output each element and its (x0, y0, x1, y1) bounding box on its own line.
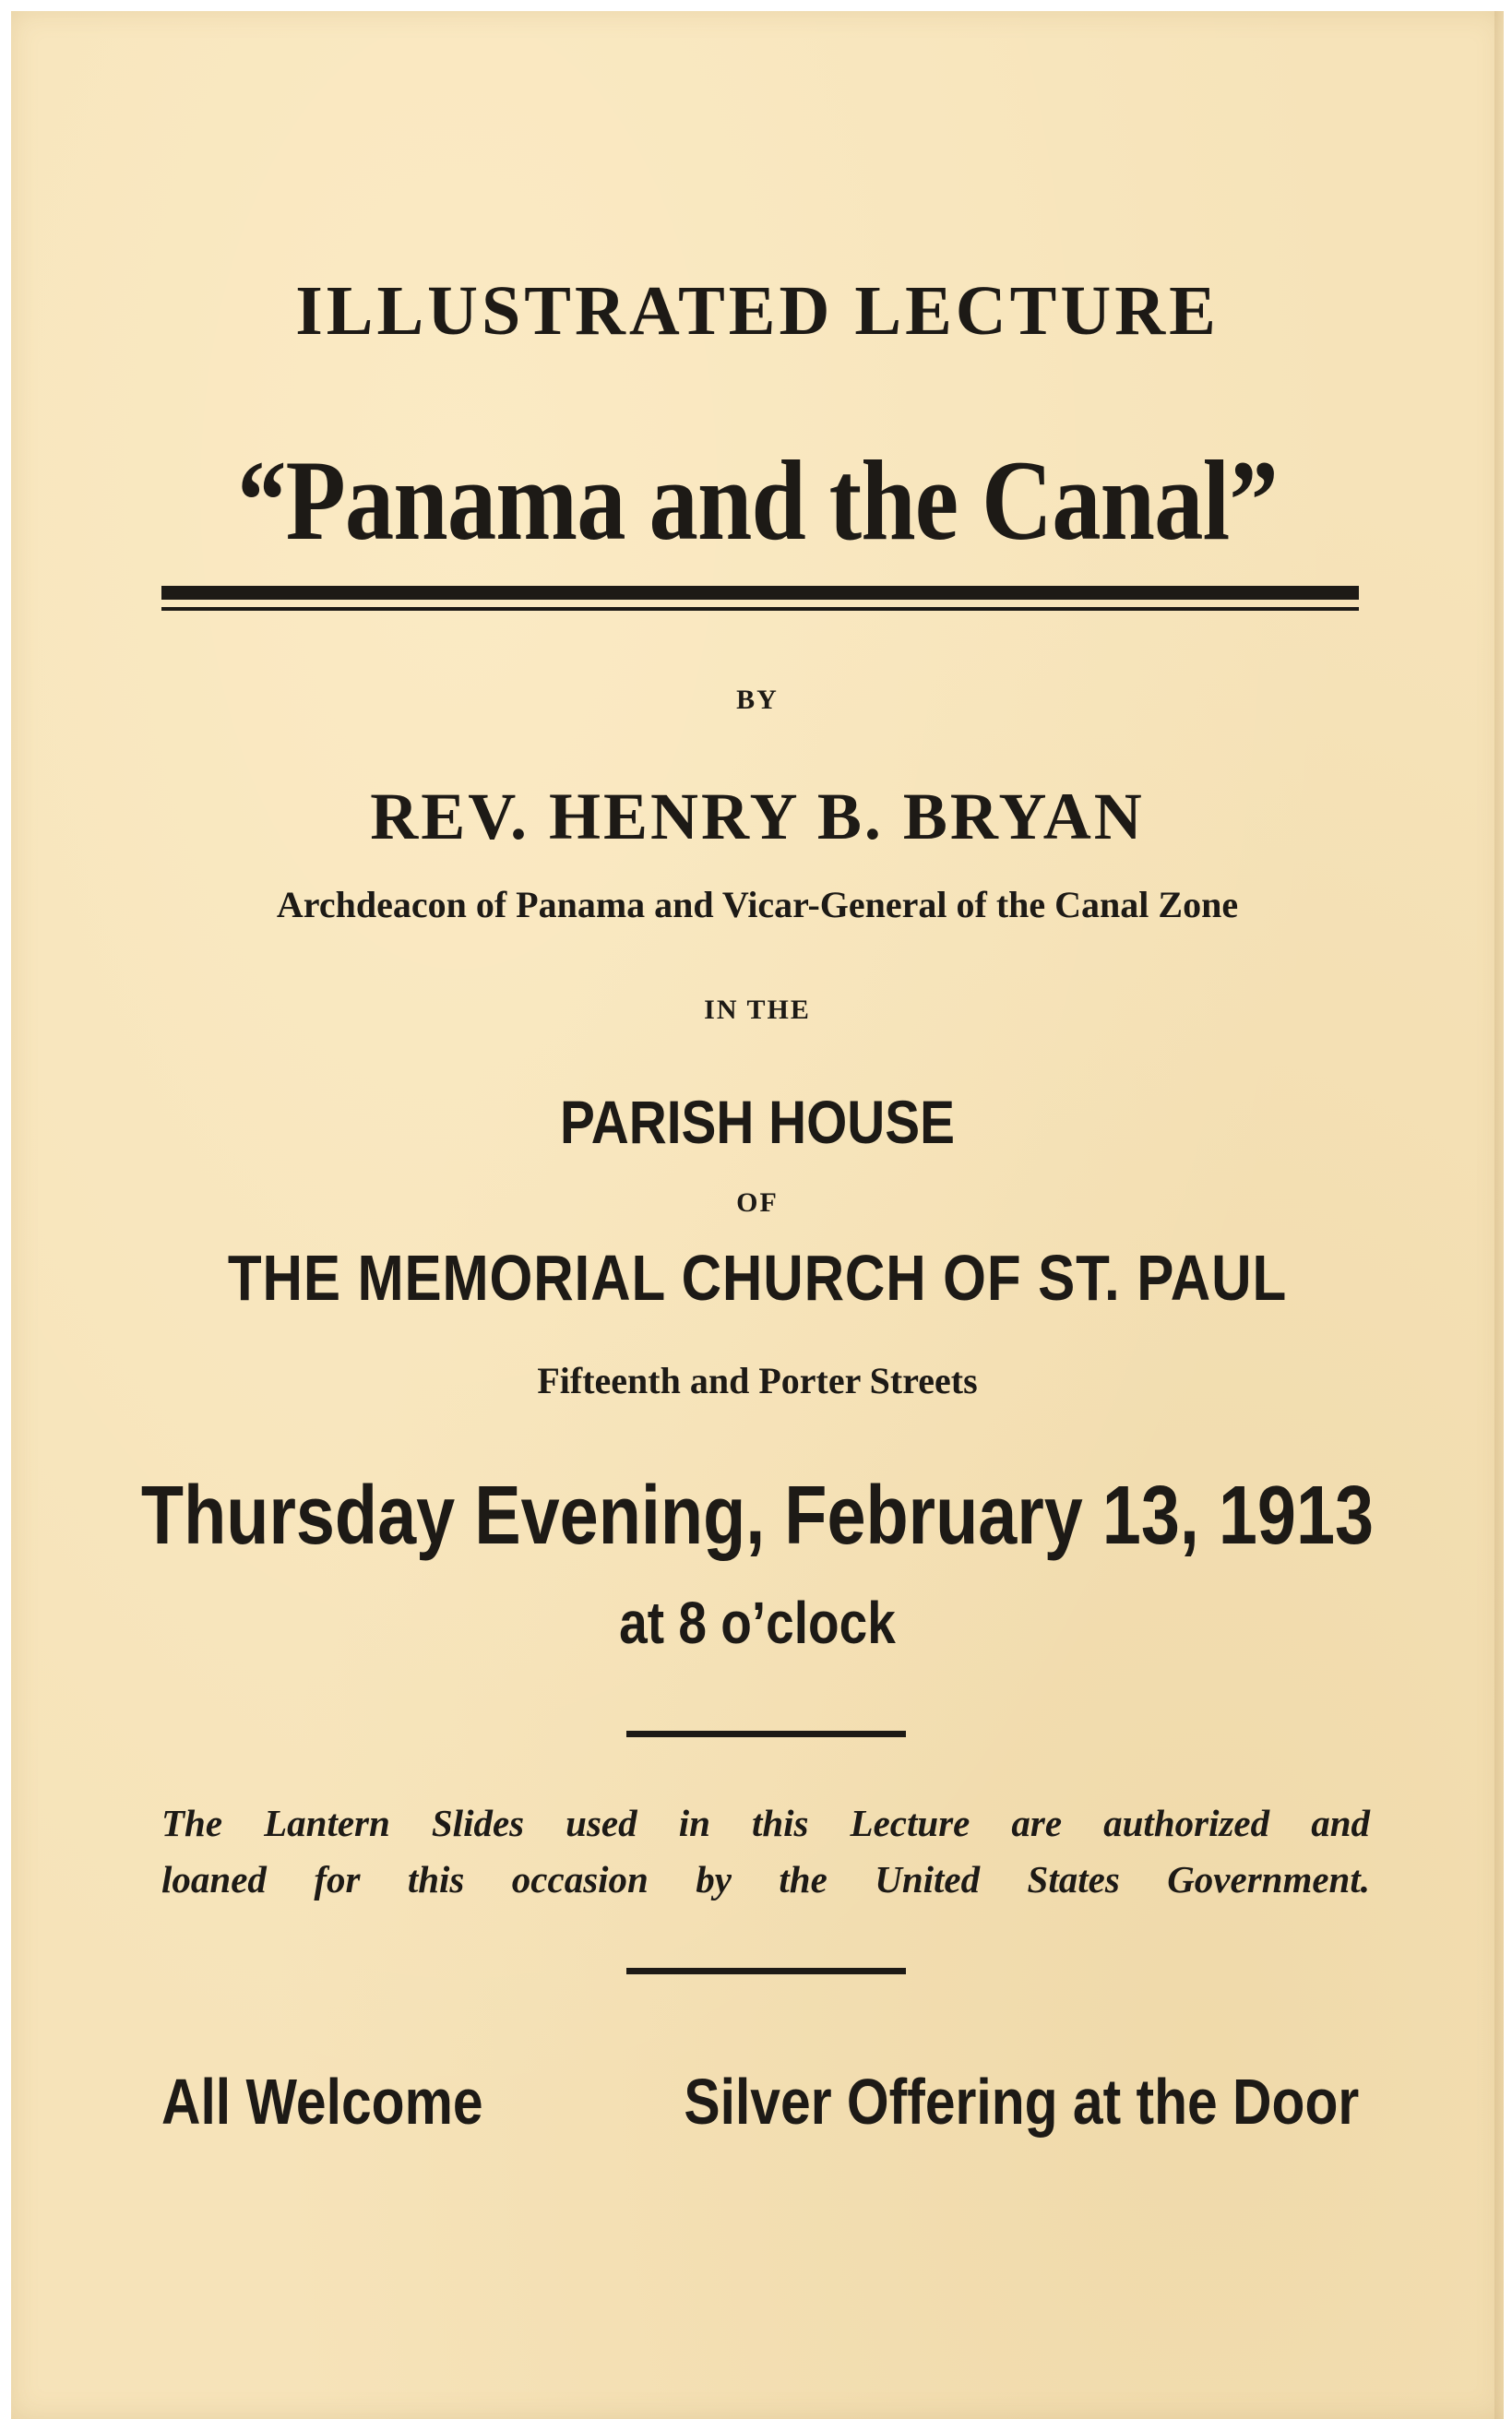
footer-offering: Silver Offering at the Door (684, 2066, 1359, 2138)
event-date: Thursday Evening, February 13, 1913 (140, 1470, 1375, 1562)
lecture-handbill (11, 11, 1504, 2419)
by-label: BY (736, 685, 779, 715)
notice-line-1: The Lantern Slides used in this Lecture are authorized and (161, 1802, 1370, 1844)
notice-line-2: loaned for this occasion by the United States Government. (161, 1858, 1370, 1901)
event-time: at 8 o’clock (619, 1590, 896, 1656)
venue-hall: PARISH HOUSE (560, 1088, 955, 1156)
title-rule-thick (161, 586, 1359, 600)
lecture-kicker: ILLUSTRATED LECTURE (295, 272, 1220, 350)
speaker-name: REV. HENRY B. BRYAN (370, 780, 1145, 853)
of-label: OF (736, 1187, 779, 1218)
venue-address: Fifteenth and Porter Streets (537, 1360, 978, 1401)
handbill-content (11, 11, 1504, 2419)
divider-rule-upper (626, 1731, 906, 1737)
footer-welcome: All Welcome (161, 2066, 483, 2138)
in-the-label: IN THE (704, 995, 811, 1025)
venue-church: THE MEMORIAL CHURCH OF ST. PAUL (227, 1242, 1288, 1314)
speaker-role: Archdeacon of Panama and Vicar-General of the Canal Zone (276, 884, 1239, 925)
divider-rule-lower (626, 1968, 906, 1974)
lecture-title: “Panama and the Canal” (237, 437, 1278, 564)
title-rule-thin (161, 607, 1359, 611)
